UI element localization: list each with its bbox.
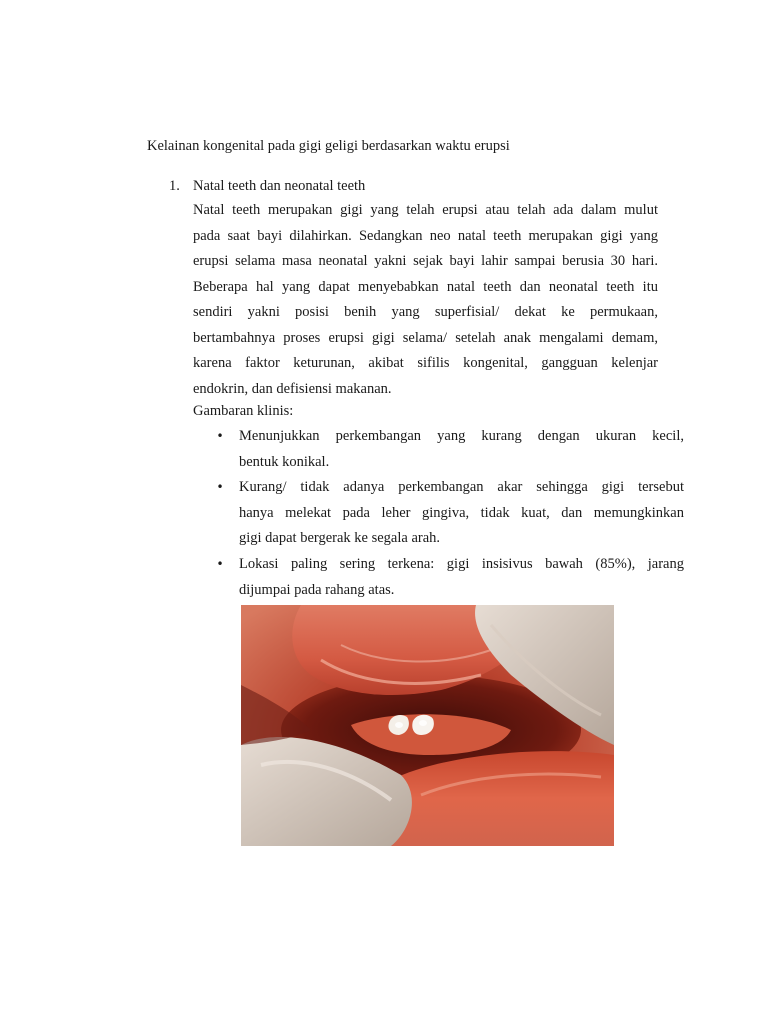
paragraph-line: Beberapa hal yang dapat menyebabkan natal teeth dan neonatal teeth itu [193, 278, 658, 295]
bullet-line: hanya melekat pada leher gingiva, tidak kuat, dan memungkinkan [239, 504, 684, 521]
paragraph-line: bertambahnya proses erupsi gigi selama/ setelah anak mengalami demam, [193, 329, 658, 346]
paragraph-line: Natal teeth merupakan gigi yang telah erupsi atau telah ada dalam mulut [193, 202, 658, 218]
bullet-line: bentuk konikal. [239, 453, 330, 470]
bullet-line: dijumpai pada rahang atas. [239, 581, 395, 598]
paragraph-line: endokrin, dan defisiensi makanan. [193, 380, 392, 397]
paragraph-line: sendiri yakni posisi benih yang superfisial/ dekat ke permukaan, [193, 304, 658, 320]
bullet-line: Menunjukkan perkembangan yang kurang dengan ukuran kecil, [239, 428, 684, 444]
item-title: Natal teeth dan neonatal teeth [193, 178, 366, 194]
bullet-line: Kurang/ tidak adanya perkembangan akar sehingga gigi tersebut [239, 479, 684, 495]
document-heading: Kelainan kongenital pada gigi geligi berdasarkan waktu erupsi [147, 138, 510, 154]
description-paragraph [193, 198, 658, 402]
paragraph-line: pada saat bayi dilahirkan. Sedangkan neo natal teeth merupakan gigi yang [193, 227, 658, 244]
clinical-features-heading: Gambaran klinis: [193, 403, 294, 419]
bullet-icon: • [216, 429, 224, 443]
clinical-photo [241, 605, 614, 846]
list-item [213, 552, 684, 603]
bullet-icon: • [216, 480, 224, 494]
bullet-line: gigi dapat bergerak ke segala arah. [239, 530, 441, 546]
list-item [213, 424, 684, 475]
bullet-icon: • [216, 557, 224, 571]
list-number: 1. [169, 178, 180, 194]
paragraph-line: erupsi selama masa neonatal yakni sejak bayi lahir sampai berusia 30 hari. [193, 253, 658, 269]
list-item [213, 475, 684, 552]
paragraph-line: karena faktor keturunan, akibat sifilis kongenital, gangguan kelenjar [193, 355, 658, 371]
bullet-line: Lokasi paling sering terkena: gigi insisivus bawah (85%), jarang [239, 556, 684, 572]
